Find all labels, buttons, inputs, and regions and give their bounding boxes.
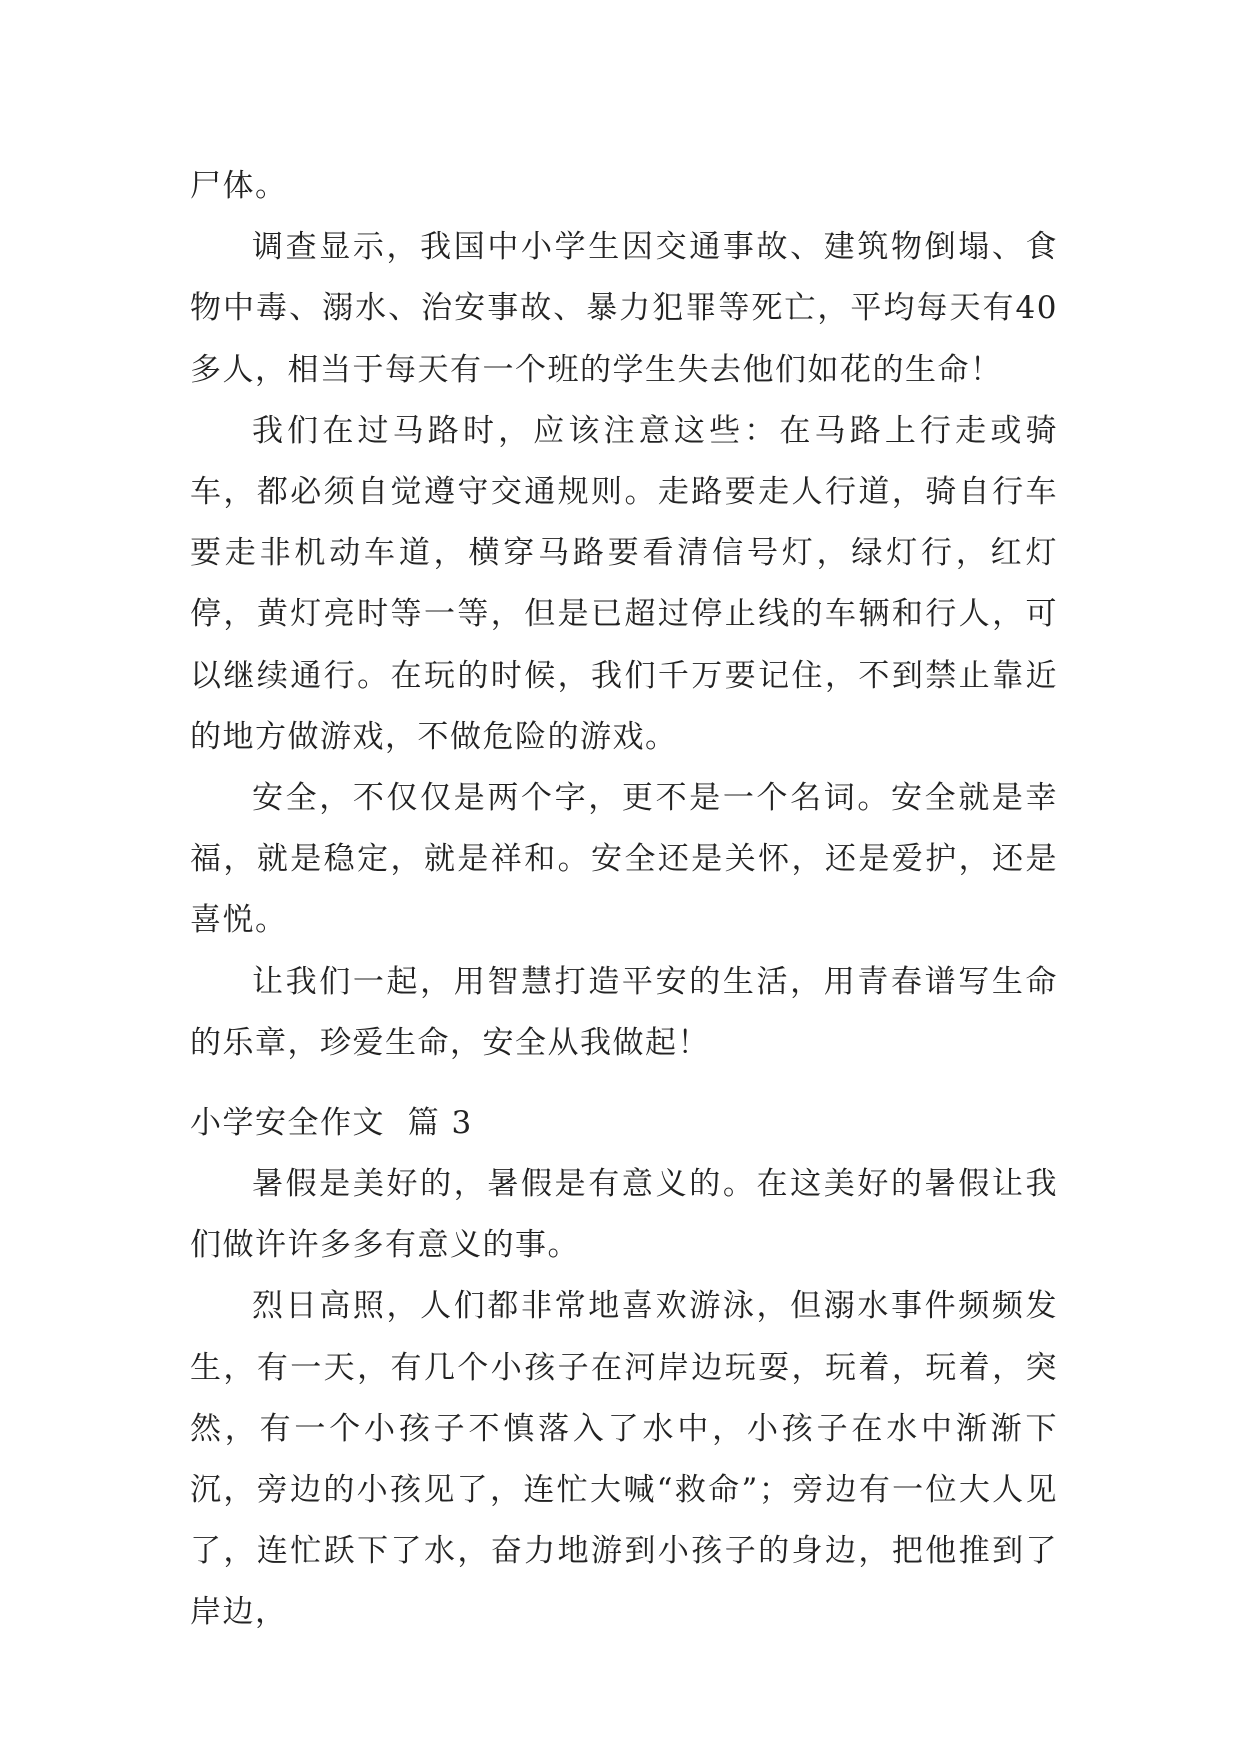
section-heading: 小学安全作文 篇 3 — [190, 1105, 473, 1141]
text-block-bottom — [190, 1154, 1058, 1644]
paragraph-safety-meaning: 安全，不仅仅是两个字，更不是一个名词。安全就是幸福，就是稳定，就是祥和。安全还是关怀，还是爱护，还是喜悦。 — [190, 780, 1058, 939]
paragraph-drowning-story: 烈日高照，人们都非常地喜欢游泳，但溺水事件频频发生，有一天，有几个小孩子在河岸边玩耍，玩着，玩着，突然，有一个小孩子不慎落入了水中，小孩子在水中渐渐下沉，旁边的小孩见了，连忙大喊“救命”；旁边有一位大人见了，连忙跃下了水，奋力地游到小孩子的身边，把他推到了岸边， — [190, 1288, 1058, 1631]
paragraph-traffic-rules: 我们在过马路时，应该注意这些：在马路上行走或骑车，都必须自觉遵守交通规则。走路要走人行道，骑自行车要走非机动车道，横穿马路要看清信号灯，绿灯行，红灯停，黄灯亮时等一等，但是已超过停止线的车辆和行人，可以继续通行。在玩的时候，我们千万要记住，不到禁止靠近的地方做游戏，不做危险的游戏。 — [190, 412, 1058, 755]
paragraph-survey: 调查显示，我国中小学生因交通事故、建筑物倒塌、食物中毒、溺水、治安事故、暴力犯罪等死亡，平均每天有40多人，相当于每天有一个班的学生失去他们如花的生命！ — [190, 229, 1058, 388]
text-block-top — [190, 156, 1058, 1074]
paragraph-continuation: 尸体。 — [190, 168, 288, 204]
paragraph-summer-intro: 暑假是美好的，暑假是有意义的。在这美好的暑假让我们做许许多多有意义的事。 — [190, 1166, 1058, 1264]
paragraph-closing: 让我们一起，用智慧打造平安的生活，用青春谱写生命的乐章，珍爱生命，安全从我做起！ — [190, 963, 1058, 1061]
